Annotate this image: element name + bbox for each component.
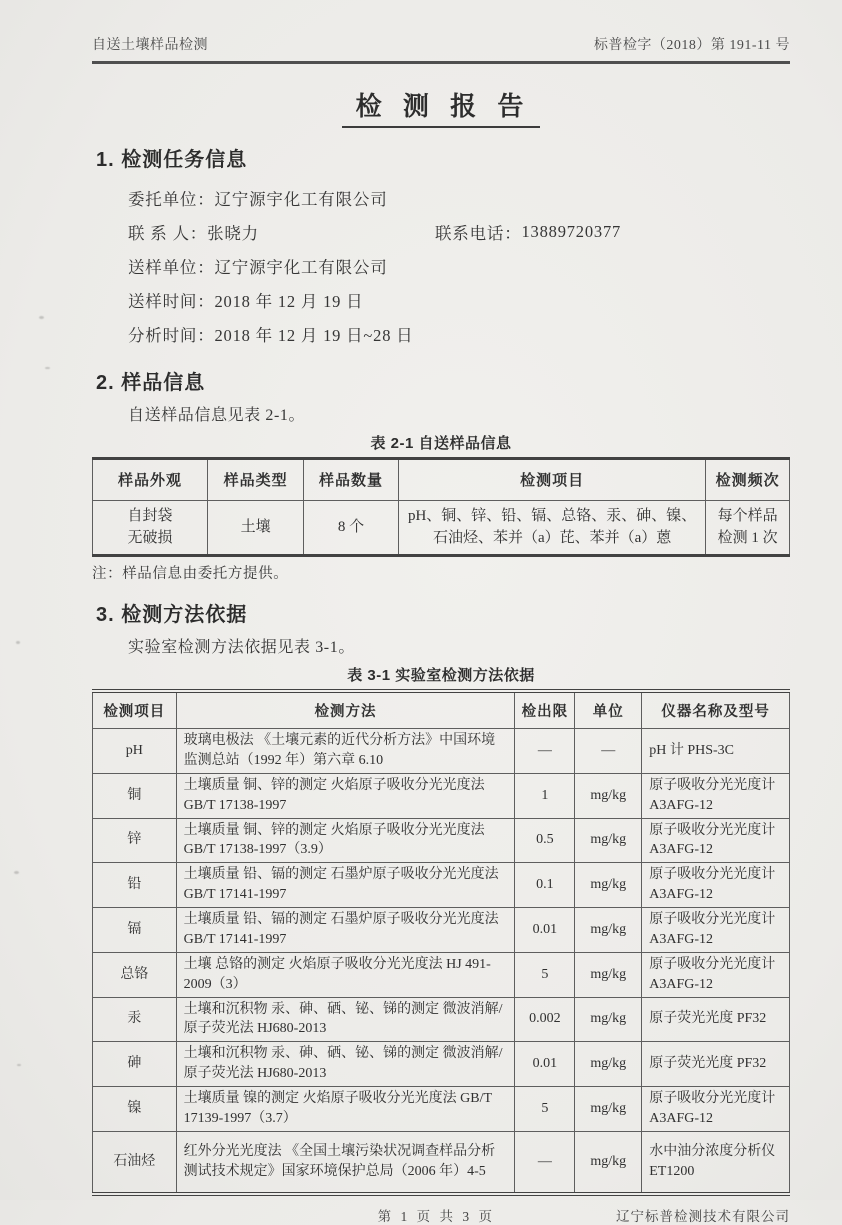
cell-quantity: 8 个: [304, 500, 399, 554]
column-header-instrument: 仪器名称及型号: [642, 693, 790, 729]
cell-item: 石油烃: [93, 1131, 177, 1192]
column-header-appearance: 样品外观: [93, 460, 208, 500]
field-phone: [435, 215, 621, 249]
field-analysis-date: [128, 317, 790, 351]
field-delivery-date: [128, 283, 790, 317]
scan-speck: [14, 871, 19, 874]
cell-appearance: [93, 500, 208, 554]
header-left-text: 自送土壤样品检测: [92, 38, 208, 53]
cell-method: 土壤质量 铅、镉的测定 石墨炉原子吸收分光光度法 GB/T 17141-1997: [176, 863, 515, 908]
field-label: 联系电话：: [435, 224, 522, 243]
sample-table: [92, 460, 790, 554]
scan-speck: [45, 367, 50, 369]
page-title: 检 测 报 告: [342, 86, 541, 128]
cell-unit: mg/kg: [575, 908, 642, 953]
cell-limit: 5: [515, 952, 575, 997]
method-row-petroleum: [93, 1131, 790, 1192]
cell-instrument: 原子吸收分光光度计 A3AFG-12: [642, 908, 790, 953]
cell-unit: mg/kg: [575, 863, 642, 908]
field-label: 送样单位：: [128, 258, 215, 277]
method-table-container: [92, 689, 790, 1197]
cell-unit: —: [575, 729, 642, 774]
appearance-line-2: 无破损: [127, 530, 173, 546]
cell-items: pH、铜、锌、铅、镉、总铬、汞、砷、镍、石油烃、苯并（a）芘、苯并（a）蒽: [398, 500, 705, 554]
cell-limit: —: [515, 729, 575, 774]
column-header-limit: 检出限: [515, 693, 575, 729]
method-table-header-row: [93, 693, 790, 729]
field-sender: [128, 249, 790, 283]
document-footer: [92, 1205, 790, 1225]
cell-unit: mg/kg: [575, 997, 642, 1042]
cell-instrument: 水中油分浓度分析仪 ET1200: [642, 1131, 790, 1192]
cell-item: pH: [93, 729, 177, 774]
cell-instrument: 原子荧光光度 PF32: [642, 997, 790, 1042]
scan-speck: [16, 641, 20, 644]
cell-limit: —: [515, 1131, 575, 1192]
cell-item: 汞: [93, 997, 177, 1042]
section-2-intro: 自送样品信息见表 2-1。: [128, 407, 306, 424]
column-header-unit: 单位: [575, 693, 642, 729]
cell-unit: mg/kg: [575, 1042, 642, 1087]
method-row-nickel: [93, 1087, 790, 1132]
frequency-line-1: 每个样品: [717, 507, 778, 524]
section-1-heading: 1. 检测任务信息: [96, 149, 248, 171]
column-header-type: 样品类型: [208, 460, 304, 500]
cell-item: 锌: [93, 818, 177, 863]
cell-item: 砷: [93, 1042, 177, 1087]
section-3-intro: 实验室检测方法依据见表 3-1。: [128, 638, 355, 656]
footer-page-number: 第 1 页 共 3 页: [377, 1209, 495, 1225]
sample-table-row: [93, 500, 790, 554]
field-label: 委托单位：: [128, 190, 215, 209]
cell-method: 土壤质量 铜、锌的测定 火焰原子吸收分光光度法 GB/T 17138-1997: [176, 773, 515, 818]
column-header-frequency: 检测频次: [706, 460, 790, 500]
field-value: 张晓力: [207, 224, 259, 243]
column-header-items: 检测项目: [398, 460, 705, 500]
field-client: [128, 181, 790, 215]
footer-company: 辽宁标普检测技术有限公司: [616, 1209, 790, 1225]
cell-method: 土壤和沉积物 汞、砷、硒、铋、锑的测定 微波消解/原子荧光法 HJ680-2013: [176, 1042, 515, 1087]
cell-unit: mg/kg: [575, 818, 642, 863]
cell-unit: mg/kg: [575, 773, 642, 818]
method-row-zinc: [93, 818, 790, 863]
sample-table-header-row: [93, 460, 790, 500]
method-row-copper: [93, 773, 790, 818]
cell-item: 铜: [93, 773, 177, 818]
frequency-line-2: 检测 1 次: [717, 530, 778, 546]
section-2-heading: 2. 样品信息: [96, 372, 206, 394]
scan-speck: [39, 316, 44, 319]
column-header-quantity: 样品数量: [304, 460, 399, 500]
cell-method: 土壤质量 铜、锌的测定 火焰原子吸收分光光度法 GB/T 17138-1997（3.9）: [176, 818, 515, 863]
field-label: 送样时间：: [128, 292, 215, 311]
field-label: 分析时间：: [128, 326, 215, 345]
cell-limit: 0.002: [515, 997, 575, 1042]
sample-table-note: 注：样品信息由委托方提供。: [92, 565, 289, 582]
appearance-line-1: 自封袋: [127, 507, 173, 524]
cell-instrument: 原子吸收分光光度计 A3AFG-12: [642, 1087, 790, 1132]
cell-instrument: 原子吸收分光光度计 A3AFG-12: [642, 952, 790, 997]
cell-instrument: 原子吸收分光光度计 A3AFG-12: [642, 773, 790, 818]
section-3-heading: 3. 检测方法依据: [96, 603, 248, 626]
cell-limit: 5: [515, 1087, 575, 1132]
cell-unit: mg/kg: [575, 1087, 642, 1132]
cell-method: 玻璃电极法 《土壤元素的近代分析方法》中国环境监测总站（1992 年）第六章 6.10: [176, 729, 515, 774]
field-value: 2018 年 12 月 19 日: [214, 292, 364, 311]
cell-limit: 0.01: [515, 1042, 575, 1087]
cell-limit: 1: [515, 773, 575, 818]
field-value: 2018 年 12 月 19 日~28 日: [214, 326, 414, 345]
cell-instrument: 原子荧光光度 PF32: [642, 1042, 790, 1087]
method-row-arsenic: [93, 1042, 790, 1087]
field-value: 辽宁源宇化工有限公司: [214, 190, 388, 209]
cell-unit: mg/kg: [575, 1131, 642, 1192]
title-row: [92, 86, 790, 128]
scan-speck: [17, 1064, 21, 1066]
method-table: [92, 693, 790, 1193]
cell-method: 红外分光光度法 《全国土壤污染状况调查样品分析测试技术规定》国家环境保护总局（2006 年）4-5: [176, 1131, 515, 1192]
cell-instrument: 原子吸收分光光度计 A3AFG-12: [642, 818, 790, 863]
method-row-chromium: [93, 952, 790, 997]
column-header-item: 检测项目: [93, 693, 177, 729]
field-label: 联 系 人：: [128, 224, 208, 243]
cell-instrument: 原子吸收分光光度计 A3AFG-12: [642, 863, 790, 908]
method-row-mercury: [93, 997, 790, 1042]
cell-unit: mg/kg: [575, 952, 642, 997]
method-row-ph: [93, 729, 790, 774]
cell-item: 镉: [93, 908, 177, 953]
field-contact: [128, 215, 790, 249]
cell-type: 土壤: [208, 500, 304, 554]
column-header-method: 检测方法: [176, 693, 515, 729]
cell-limit: 0.5: [515, 818, 575, 863]
method-row-cadmium: [93, 908, 790, 953]
report-number: 标普检字（2018）第 191-11 号: [593, 38, 790, 53]
method-table-caption: 表 3-1 实验室检测方法依据: [347, 666, 535, 684]
cell-item: 总铬: [93, 952, 177, 997]
cell-item: 铅: [93, 863, 177, 908]
field-value: 辽宁源宇化工有限公司: [214, 258, 388, 277]
cell-method: 土壤质量 铅、镉的测定 石墨炉原子吸收分光光度法 GB/T 17141-1997: [176, 908, 515, 953]
sample-table-caption: 表 2-1 自送样品信息: [370, 435, 512, 452]
sample-table-container: [92, 457, 790, 557]
task-info-fields: [128, 181, 790, 351]
cell-method: 土壤 总铬的测定 火焰原子吸收分光光度法 HJ 491-2009（3）: [176, 952, 515, 997]
cell-limit: 0.1: [515, 863, 575, 908]
document-header: [92, 34, 790, 64]
cell-method: 土壤和沉积物 汞、砷、硒、铋、锑的测定 微波消解/原子荧光法 HJ680-2013: [176, 997, 515, 1042]
method-row-lead: [93, 863, 790, 908]
cell-frequency: [706, 500, 790, 554]
cell-method: 土壤质量 镍的测定 火焰原子吸收分光光度法 GB/T 17139-1997（3.7）: [176, 1087, 515, 1132]
cell-item: 镍: [93, 1087, 177, 1132]
field-value: 13889720377: [521, 222, 622, 241]
cell-limit: 0.01: [515, 908, 575, 953]
cell-instrument: pH 计 PHS-3C: [642, 729, 790, 774]
